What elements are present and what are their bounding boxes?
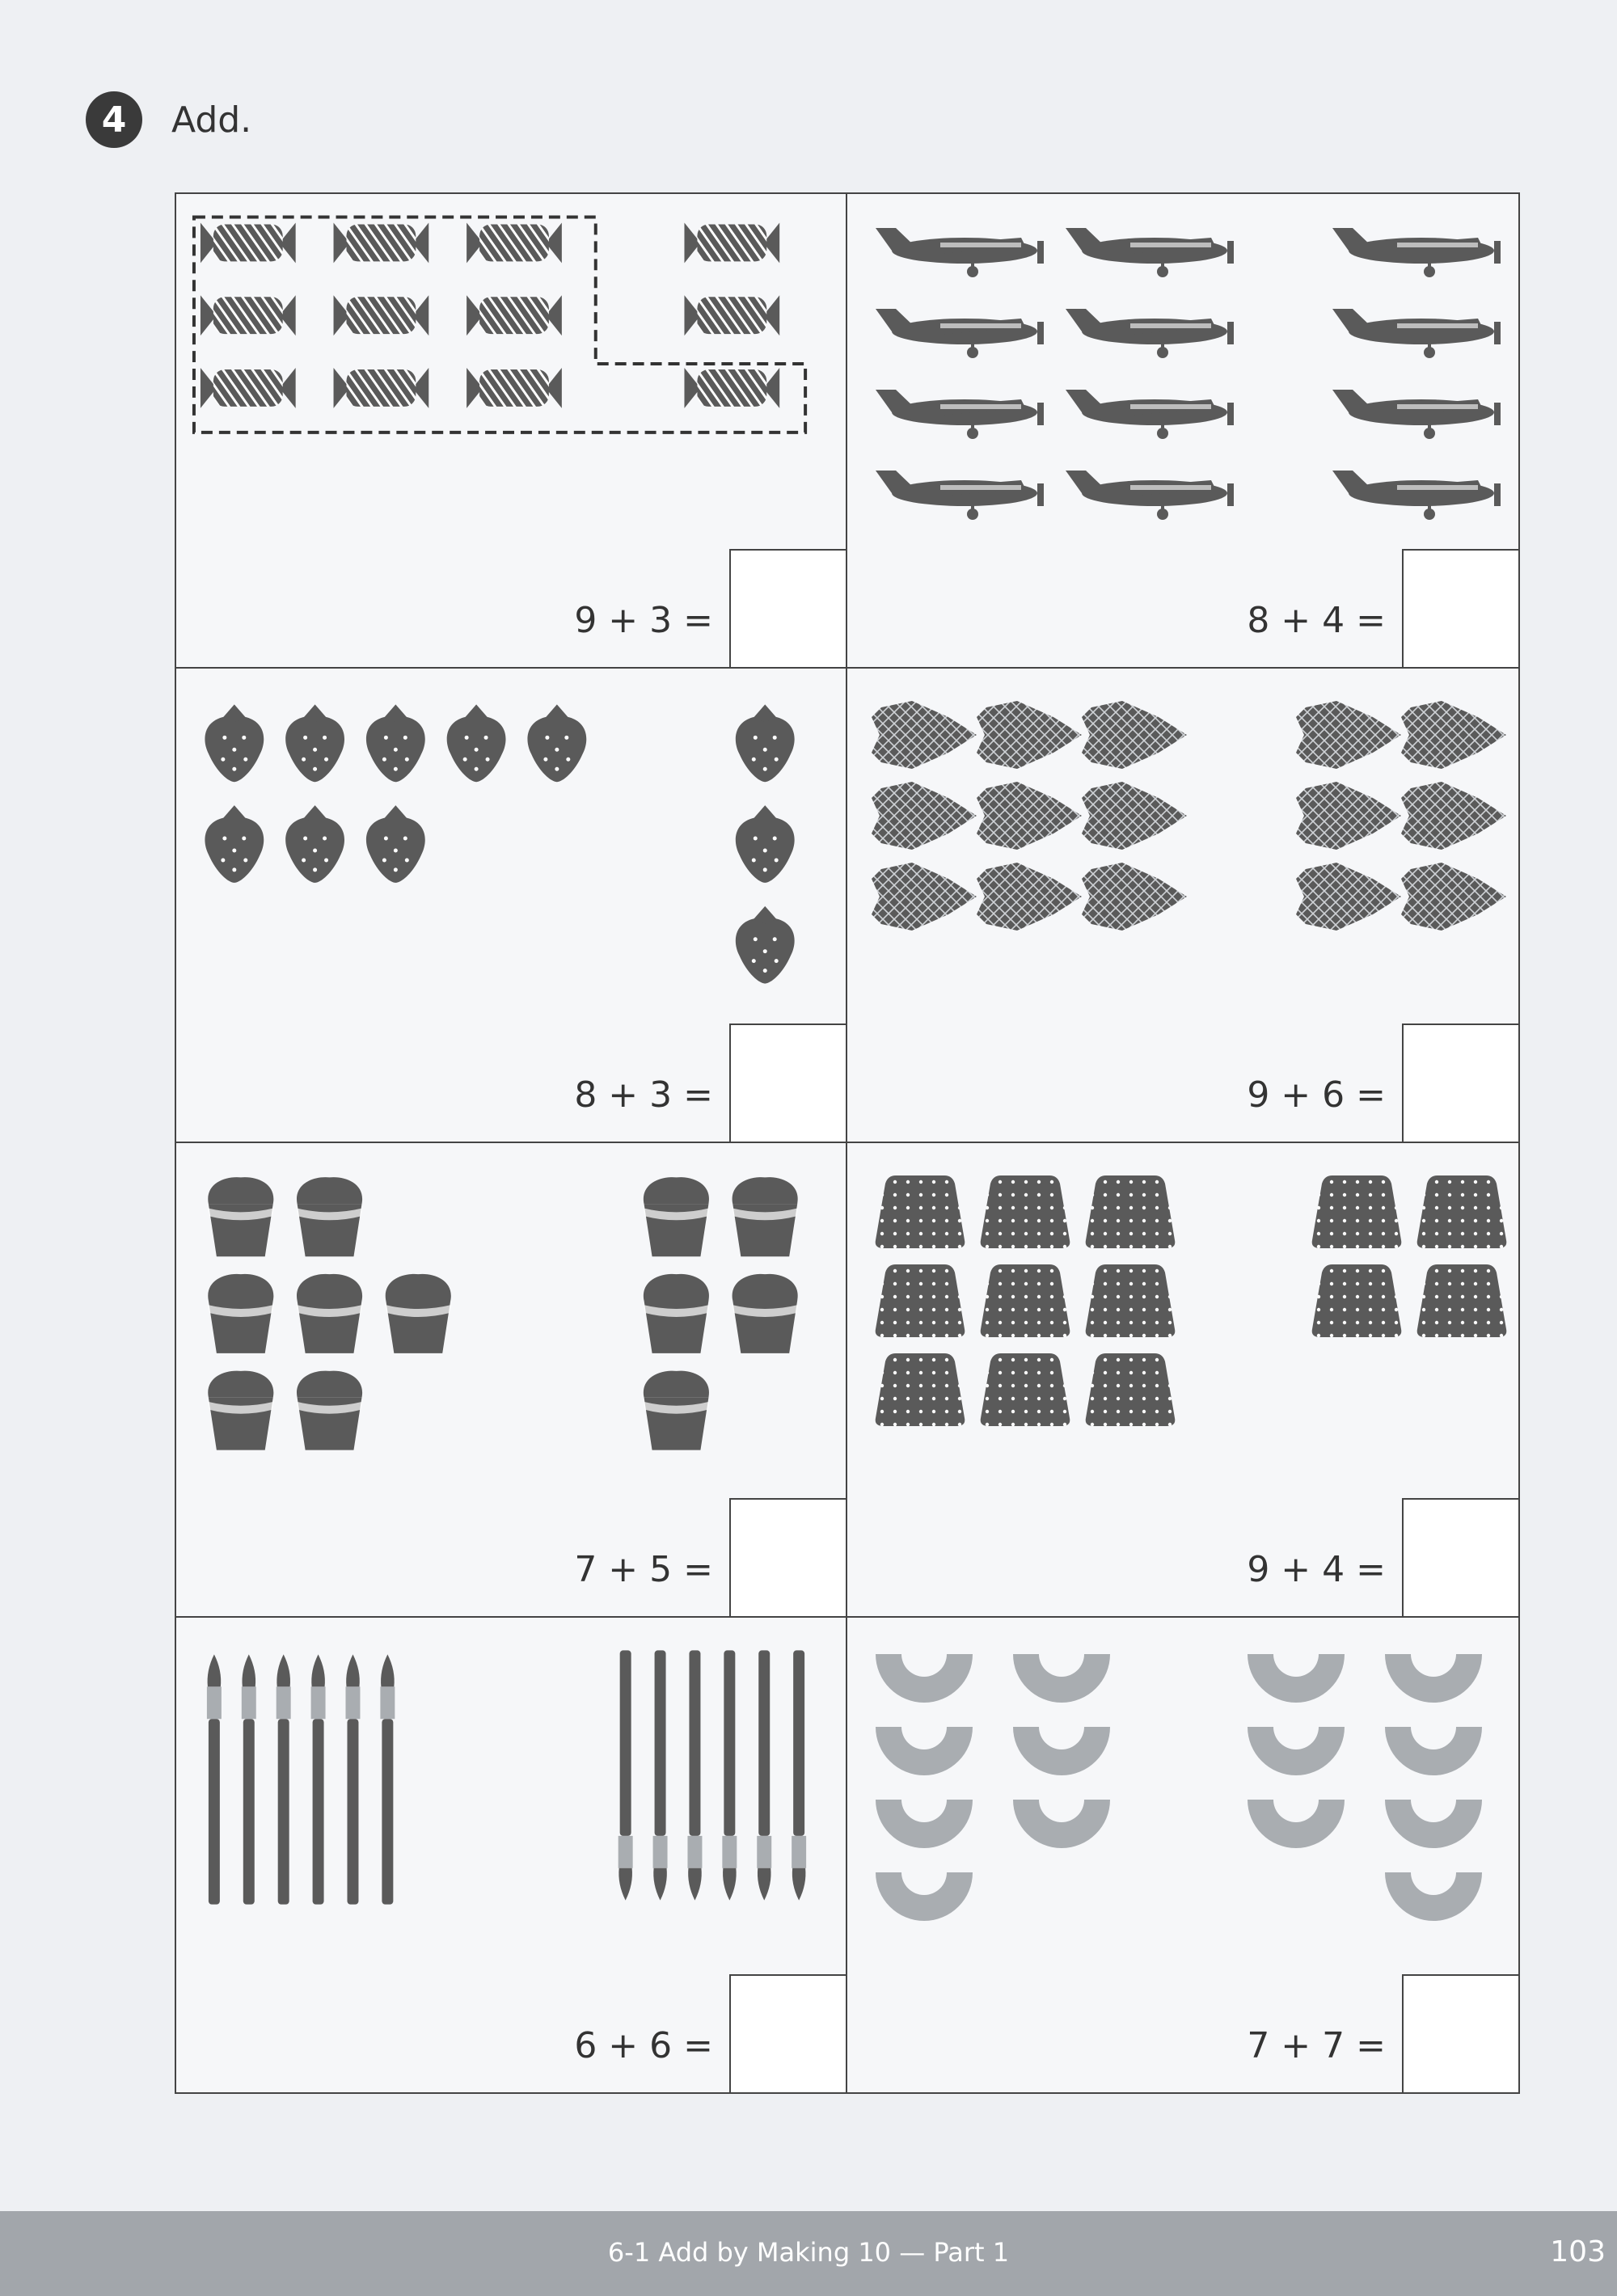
pinecone-icon [977, 863, 1082, 931]
jelly-icon [981, 1175, 1070, 1248]
airplane-icon [1066, 471, 1234, 520]
answer-box[interactable] [729, 1023, 846, 1142]
problem-6 [847, 1143, 1518, 1618]
equation-label: 8 + 3 = [574, 1074, 713, 1116]
strawberry-icon [366, 805, 425, 883]
candy-icon [684, 295, 779, 336]
strawberry-icon [736, 704, 795, 782]
equation-label: 6 + 6 = [574, 2025, 713, 2066]
airplane-icon [1332, 309, 1501, 358]
jelly-icon [876, 1353, 965, 1426]
equation-label: 7 + 5 = [574, 1549, 713, 1590]
macaroni-icon [876, 1654, 973, 1703]
airplane-icon [876, 228, 1044, 277]
strawberry-group [176, 669, 846, 1024]
paintbrush-icon [687, 1650, 702, 1900]
answer-box[interactable] [1402, 1498, 1518, 1616]
cupcake-group [176, 1143, 846, 1499]
candy-icon [467, 295, 562, 336]
pinecone-group [847, 669, 1518, 1024]
strawberry-icon [285, 704, 344, 782]
cupcake-icon [385, 1274, 451, 1353]
pinecone-icon [1296, 863, 1401, 931]
problem-7 [176, 1618, 847, 2092]
cupcake-icon [208, 1371, 274, 1450]
pinecone-icon [1082, 863, 1187, 931]
candy-icon [334, 368, 429, 408]
answer-box[interactable] [1402, 1023, 1518, 1142]
jelly-icon [876, 1175, 965, 1248]
cupcake-icon [208, 1177, 274, 1256]
page-footer [0, 2211, 1617, 2296]
pinecone-icon [1401, 782, 1506, 850]
answer-box[interactable] [1402, 549, 1518, 667]
equation-label: 9 + 4 = [1247, 1549, 1386, 1590]
cupcake-icon [297, 1177, 363, 1256]
jelly-icon [981, 1353, 1070, 1426]
airplane-icon [1066, 309, 1234, 358]
macaroni-icon [1385, 1727, 1482, 1775]
paintbrush-icon [757, 1650, 771, 1900]
paintbrush-icon [722, 1650, 737, 1900]
exercise-header [86, 87, 251, 152]
problem-grid [175, 192, 1520, 2094]
jelly-icon [1417, 1175, 1507, 1248]
equation-label: 9 + 6 = [1247, 1074, 1386, 1116]
macaroni-group [847, 1618, 1518, 1973]
problem-2 [847, 194, 1518, 669]
paintbrush-icon [207, 1654, 222, 1904]
pinecone-icon [1082, 701, 1187, 769]
answer-box[interactable] [729, 1974, 846, 2092]
macaroni-icon [1248, 1727, 1345, 1775]
pinecone-icon [1082, 782, 1187, 850]
cupcake-icon [732, 1274, 798, 1353]
cupcake-icon [732, 1177, 798, 1256]
strawberry-icon [736, 906, 795, 984]
cupcake-icon [208, 1274, 274, 1353]
answer-box[interactable] [729, 1498, 846, 1616]
strawberry-icon [205, 704, 264, 782]
macaroni-icon [1385, 1872, 1482, 1921]
chapter-title: 6-1 Add by Making 10 — Part 1 [607, 2237, 1010, 2268]
cupcake-icon [297, 1274, 363, 1353]
airplane-icon [1066, 390, 1234, 439]
paintbrush-icon [242, 1654, 256, 1904]
paintbrush-icon [792, 1650, 806, 1900]
macaroni-icon [1013, 1654, 1110, 1703]
macaroni-icon [1248, 1800, 1345, 1848]
paintbrush-icon [345, 1654, 360, 1904]
paintbrush-icon [277, 1654, 291, 1904]
problem-5 [176, 1143, 847, 1618]
pinecone-icon [977, 701, 1082, 769]
jelly-icon [1086, 1175, 1176, 1248]
macaroni-icon [876, 1727, 973, 1775]
macaroni-icon [1385, 1654, 1482, 1703]
macaroni-icon [876, 1800, 973, 1848]
cupcake-icon [297, 1371, 363, 1450]
candy-icon [467, 222, 562, 263]
strawberry-icon [366, 704, 425, 782]
cupcake-icon [644, 1274, 710, 1353]
exercise-instruction: Add. [171, 99, 252, 141]
paintbrush-icon [311, 1654, 326, 1904]
equation-label: 9 + 3 = [574, 600, 713, 641]
jelly-icon [1312, 1264, 1402, 1337]
pinecone-icon [1401, 863, 1506, 931]
exercise-number-badge: 4 [86, 91, 142, 148]
candy-icon [201, 368, 296, 408]
strawberry-icon [205, 805, 264, 883]
candy-icon [467, 368, 562, 408]
problem-4 [847, 669, 1518, 1143]
problem-1 [176, 194, 847, 669]
jelly-group [847, 1143, 1518, 1499]
pinecone-icon [1401, 701, 1506, 769]
airplane-icon [1066, 228, 1234, 277]
answer-box[interactable] [1402, 1974, 1518, 2092]
pinecone-icon [872, 782, 977, 850]
jelly-icon [981, 1264, 1070, 1337]
paintbrush-icon [619, 1650, 633, 1900]
answer-box[interactable] [729, 549, 846, 667]
strawberry-icon [285, 805, 344, 883]
pinecone-icon [1296, 701, 1401, 769]
candy-icon [684, 368, 779, 408]
macaroni-icon [1385, 1800, 1482, 1848]
strawberry-icon [736, 805, 795, 883]
airplane-icon [1332, 471, 1501, 520]
paintbrush-group [176, 1618, 846, 1973]
macaroni-icon [876, 1872, 973, 1921]
airplane-icon [876, 390, 1044, 439]
airplane-icon [876, 309, 1044, 358]
problem-3 [176, 669, 847, 1143]
pinecone-icon [977, 782, 1082, 850]
strawberry-icon [447, 704, 506, 782]
macaroni-icon [1248, 1654, 1345, 1703]
cupcake-icon [644, 1371, 710, 1450]
problem-8 [847, 1618, 1518, 2092]
candy-icon [201, 295, 296, 336]
pinecone-icon [872, 863, 977, 931]
cupcake-icon [644, 1177, 710, 1256]
airplane-group [847, 194, 1518, 550]
macaroni-icon [1013, 1800, 1110, 1848]
pinecone-icon [1296, 782, 1401, 850]
jelly-icon [1086, 1264, 1176, 1337]
macaroni-icon [1013, 1727, 1110, 1775]
candy-icon [201, 222, 296, 263]
jelly-icon [1086, 1353, 1176, 1426]
candy-icon [334, 295, 429, 336]
jelly-icon [876, 1264, 965, 1337]
paintbrush-icon [380, 1654, 395, 1904]
airplane-icon [1332, 390, 1501, 439]
candy-icon [684, 222, 779, 263]
paintbrush-icon [653, 1650, 668, 1900]
airplane-icon [876, 471, 1044, 520]
equation-label: 8 + 4 = [1247, 600, 1386, 641]
jelly-icon [1417, 1264, 1507, 1337]
equation-label: 7 + 7 = [1247, 2025, 1386, 2066]
page-number: 103 [1550, 2235, 1606, 2269]
airplane-icon [1332, 228, 1501, 277]
candy-icon [334, 222, 429, 263]
candy-group [176, 194, 846, 550]
pinecone-icon [872, 701, 977, 769]
strawberry-icon [527, 704, 586, 782]
jelly-icon [1312, 1175, 1402, 1248]
